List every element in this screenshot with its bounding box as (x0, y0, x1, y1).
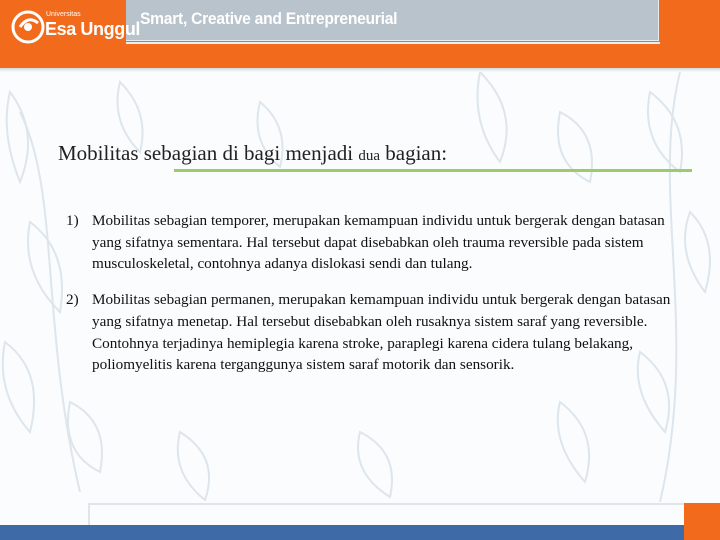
list-item-number: 2) (66, 291, 79, 309)
title-text-start: Mobilitas sebagian di bagi menjadi (58, 141, 354, 165)
header-tagline: Smart, Creative and Entrepreneurial (140, 9, 398, 28)
header-divider (126, 42, 660, 44)
title-text-end: bagian: (385, 141, 448, 165)
header-shadow (0, 68, 720, 72)
content-list (66, 210, 686, 390)
list-item-text: Mobilitas sebagian permanen, merupakan kemampuan individu untuk bergerak dengan batasan yang sifatnya menetap. Hal tersebut disebabkan oleh rusaknya sistem saraf yang reversible. Contohnya terjadinya hemiplegia karena stroke, paraplegi karena cidera tulang belakang, poliomyelitis karena terganggunya sistem saraf motorik dan sensorik. (92, 291, 671, 374)
list-item-number: 1) (66, 212, 79, 229)
list-item-text: Mobilitas sebagian temporer, merupakan kemampuan individu untuk bergerak dengan batasan yang sifatnya sementara. Hal tersebut dapat disebabkan oleh trauma reversible pada sistem musculoskeletal, contohnya adanya dislokasi sendi dan tulang. (92, 212, 665, 273)
university-logo[interactable] (8, 5, 141, 49)
footer-frame (88, 503, 684, 525)
footer-bar (0, 525, 720, 540)
logo-subtitle: Universitas (46, 11, 81, 18)
logo-name: Esa Unggul (45, 19, 141, 39)
title-text-small: dua (358, 148, 381, 164)
list-item (66, 210, 686, 275)
title-underline (174, 169, 692, 172)
list-item (66, 289, 686, 376)
slide-title (58, 141, 447, 166)
footer-accent-block (684, 503, 720, 540)
